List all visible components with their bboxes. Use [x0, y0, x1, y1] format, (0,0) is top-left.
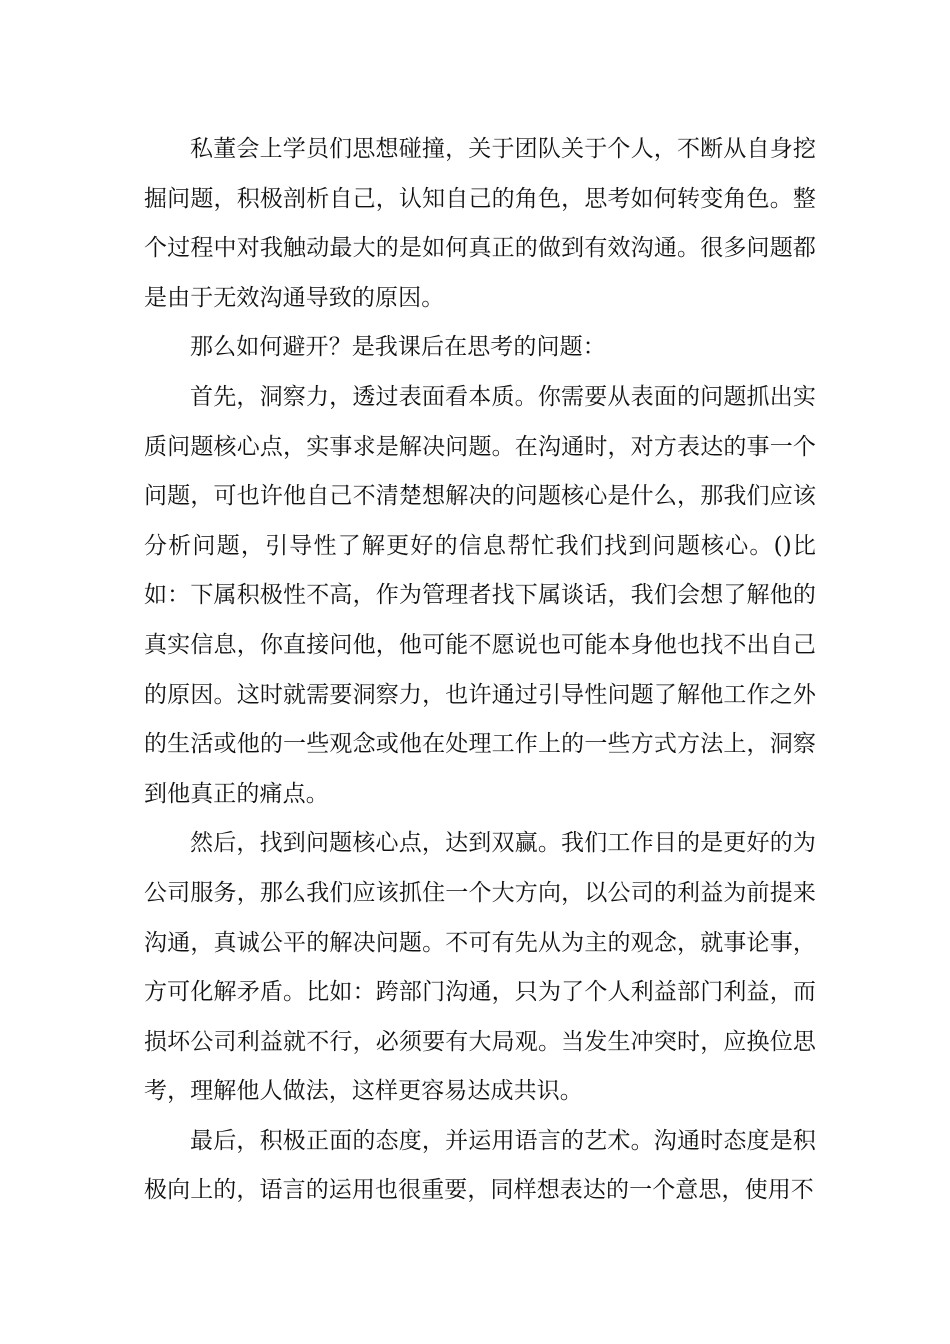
paragraph-insight: 首先，洞察力，透过表面看本质。你需要从表面的问题抓出实质问题核心点，实事求是解决问题。在沟通时，对方表达的事一个问题，可也许他自己不清楚想解决的问题核心是什么，那我们应该分析问题，引导性了解更好的信息帮忙我们找到问题核心。()比如：下属积极性不高，作为管理者找下属谈话，我们会想了解他的真实信息，你直接问他，他可能不愿说也可能本身他也找不出自己的原因。这时就需要洞察力，也许通过引导性问题了解他工作之外的生活或他的一些观念或他在处理工作上的一些方式方法上，洞察到他真正的痛点。 — [144, 383, 816, 807]
paragraph-attitude: 最后，积极正面的态度，并运用语言的艺术。沟通时态度是积极向上的，语言的运用也很重要，同样想表达的一个意思，使用不 — [144, 1127, 816, 1204]
paragraph-win-win: 然后，找到问题核心点，达到双赢。我们工作目的是更好的为公司服务，那么我们应该抓住一个大方向，以公司的利益为前提来沟通，真诚公平的解决问题。不可有先从为主的观念，就事论事，方可化解矛盾。比如：跨部门沟通，只为了个人利益部门利益，而损坏公司利益就不行，必须要有大局观。当发生冲突时，应换位思考，理解他人做法，这样更容易达成共识。 — [144, 830, 816, 1105]
paragraph-reflection-intro: 私董会上学员们思想碰撞，关于团队关于个人，不断从自身挖掘问题，积极剖析自己，认知自己的角色，思考如何转变角色。整个过程中对我触动最大的是如何真正的做到有效沟通。很多问题都是由于无效沟通导致的原因。 — [144, 136, 816, 311]
paragraph-question: 那么如何避开？是我课后在思考的问题： — [190, 334, 606, 361]
document-page — [144, 125, 816, 1216]
